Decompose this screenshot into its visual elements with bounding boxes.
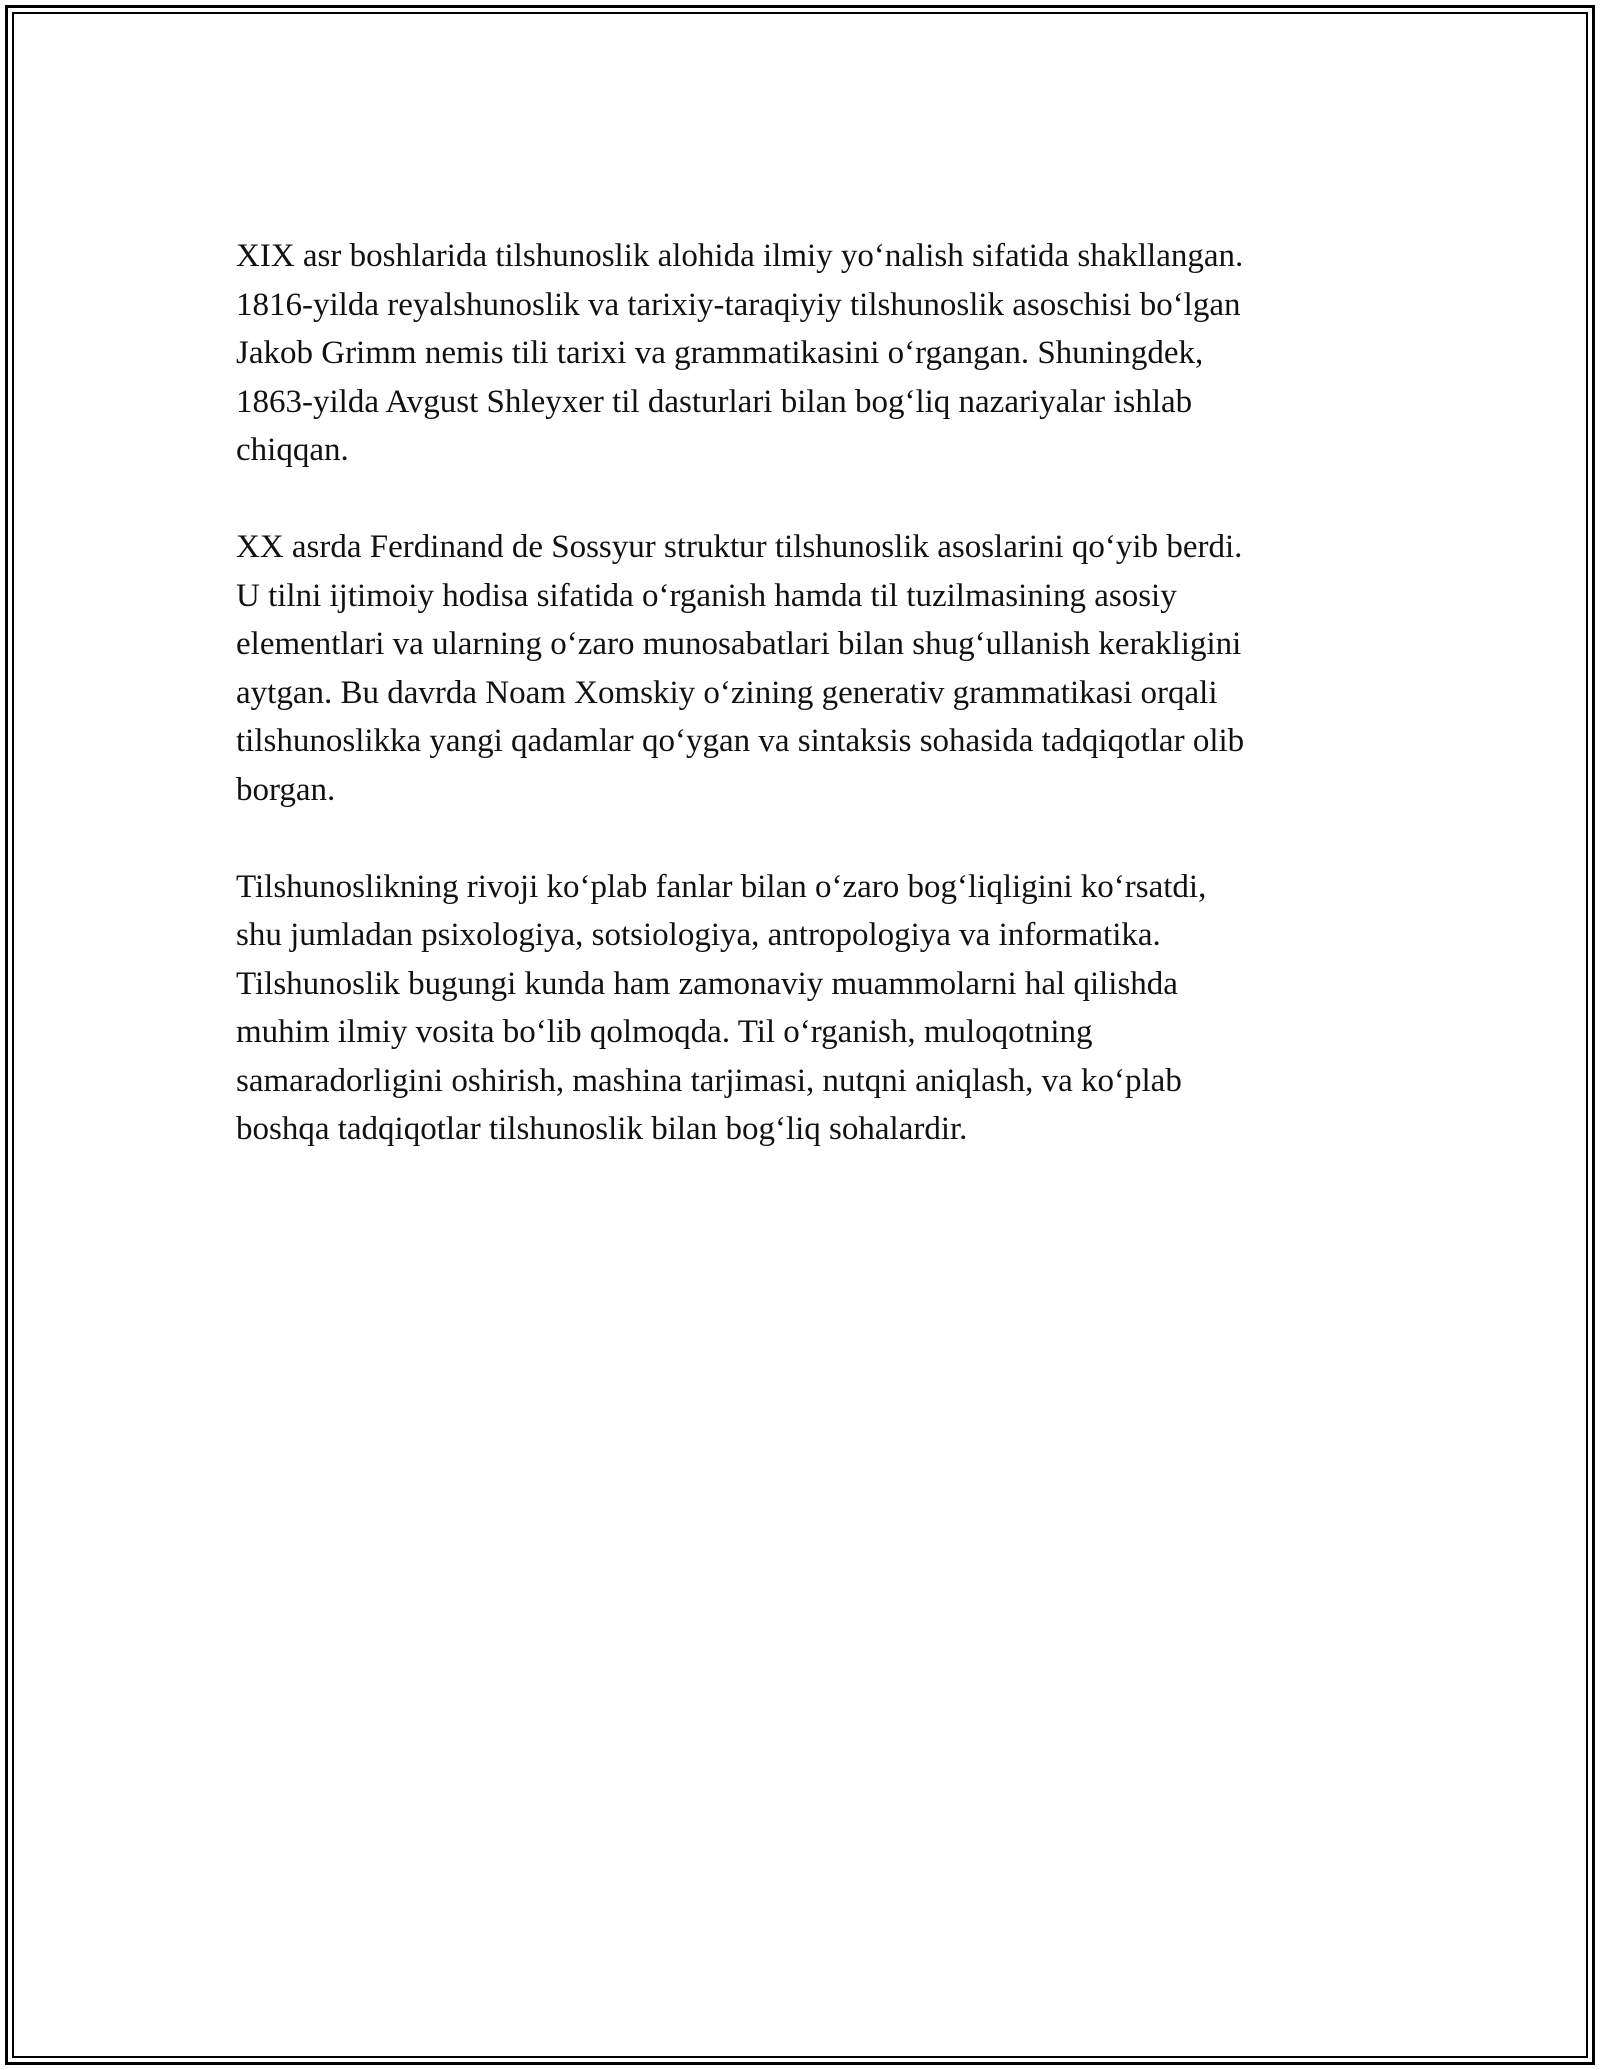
document-body bbox=[236, 232, 1376, 1202]
paragraph-3: Tilshunoslikning rivoji ko‘plab fanlar bilan o‘zaro bog‘liqligini ko‘rsatdi, shu jumladan psixologiya, sotsiologiya, antropologiya va informatika. Tilshunoslik bugungi kunda ham zamonaviy muammolarni hal qilishda muhim ilmiy vosita bo‘lib qolmoqda. Til o‘rganish, muloqotning samaradorligini oshirish, mashina tarjimasi, nutqni aniqlash, va ko‘plab boshqa tadqiqotlar tilshunoslik bilan bog‘liq sohalardir. bbox=[236, 868, 1207, 1147]
paragraph-2: XX asrda Ferdinand de Sossyur struktur tilshunoslik asoslarini qo‘yib berdi. U tilni ijtimoiy hodisa sifatida o‘rganish hamda til tuzilmasining asosiy elementlari va ularning o‘zaro munosabatlari bilan shug‘ullanish kerakligini aytgan. Bu davrda Noam Xomskiy o‘zining generativ grammatikasi orqali tilshunoslikka yangi qadamlar qo‘ygan va sintaksis sohasida tadqiqotlar olib borgan. bbox=[236, 529, 1245, 808]
paragraph-1: XIX asr boshlarida tilshunoslik alohida ilmiy yo‘nalish sifatida shakllangan. 1816-yilda reyalshunoslik va tarixiy-taraqiyiy tilshunoslik asoschisi bo‘lgan Jakob Grimm nemis tili tarixi va grammatikasini o‘rgangan. Shuningdek, 1863-yilda Avgust Shleyxer til dasturlari bilan bog‘liq nazariyalar ishlab chiqqan. bbox=[236, 238, 1244, 468]
